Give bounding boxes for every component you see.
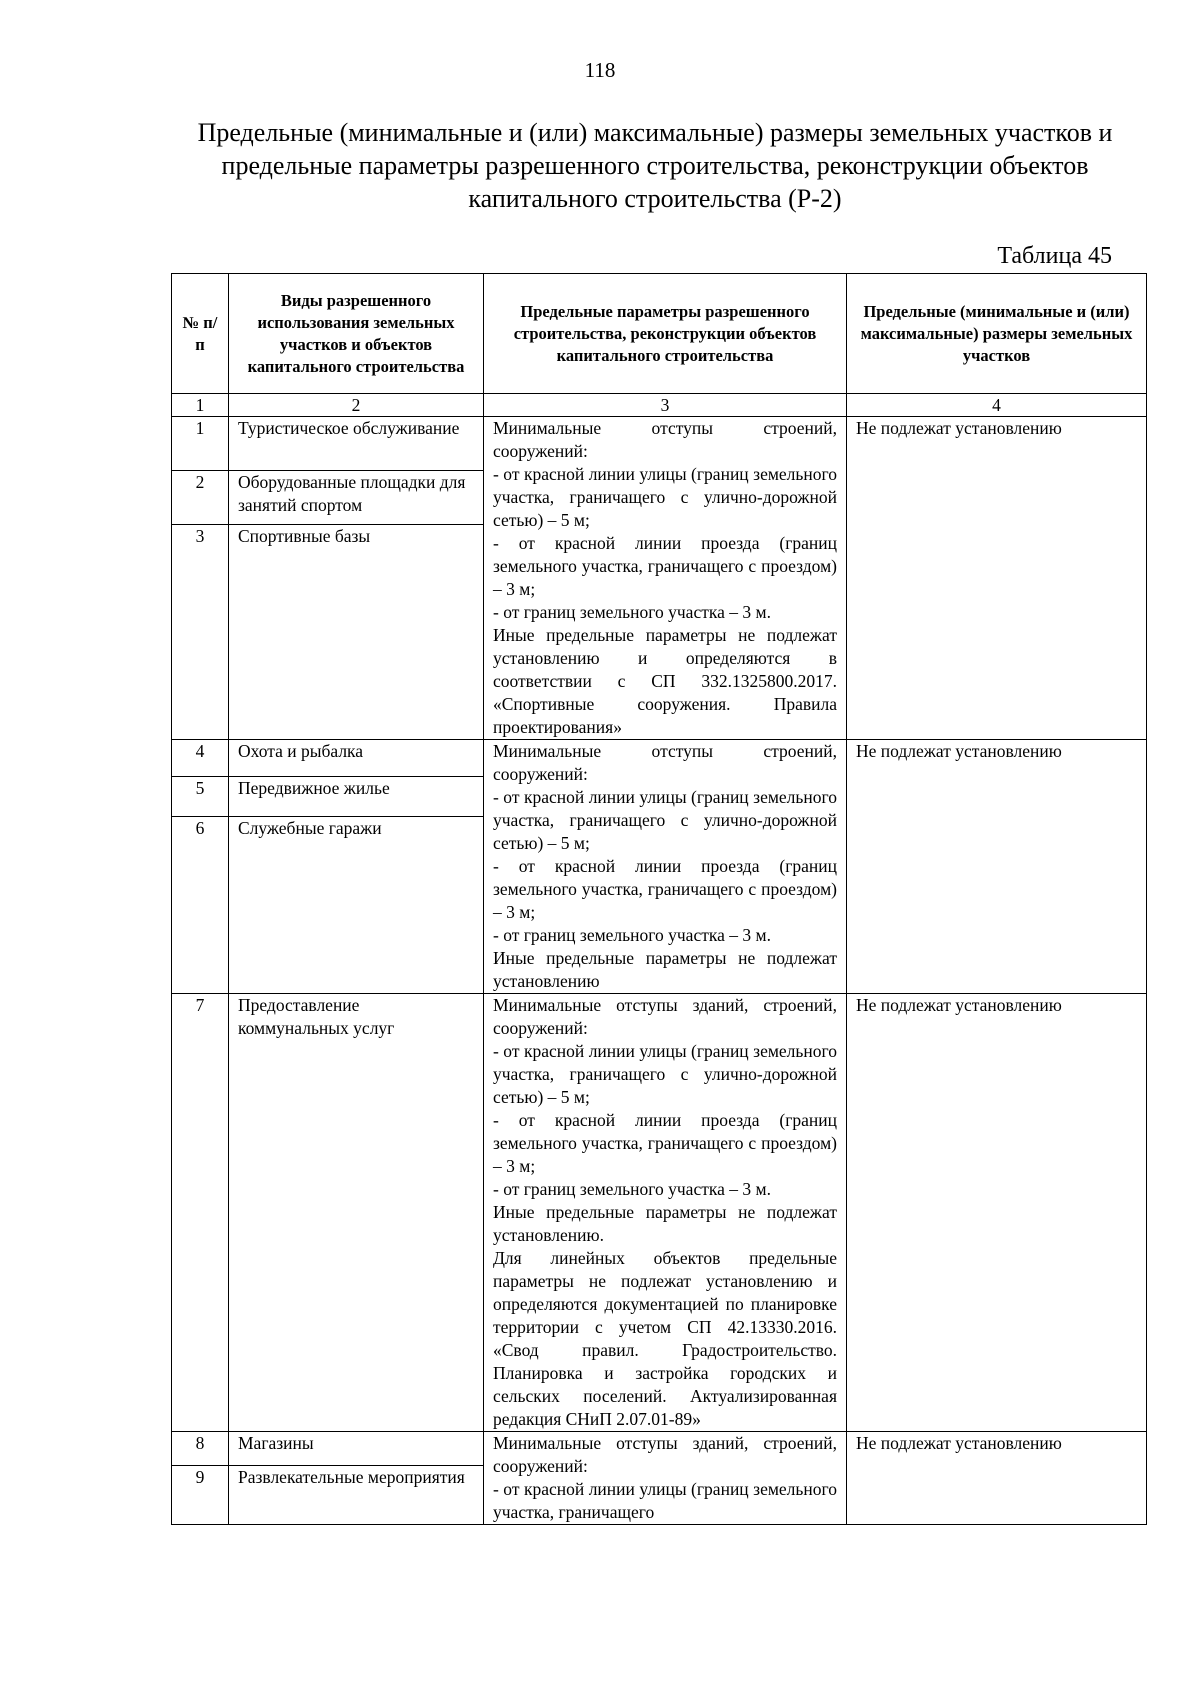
- use-type: Магазины: [229, 1432, 484, 1466]
- parameter-line: - от границ земельного участка – 3 м.: [493, 602, 771, 622]
- table-body: [172, 417, 1147, 1525]
- header-sizes: Предельные (минимальные и (или) максимальные) размеры земельных участков: [847, 274, 1147, 394]
- use-type: Передвижное жилье: [229, 776, 484, 817]
- parameter-line: - от красной линии улицы (границ земельного участка, граничащего с улично-дорожной сетью) – 5 м;: [493, 1041, 837, 1107]
- header-num: № п/п: [172, 274, 229, 394]
- table-label: Таблица 45: [997, 243, 1112, 269]
- row-number: 1: [172, 417, 229, 471]
- page-number: 118: [584, 58, 616, 82]
- plot-size-limits: Не подлежат установлению: [847, 417, 1147, 740]
- row-number: 2: [172, 470, 229, 524]
- parameter-line: Иные предельные параметры не подлежат установлению: [493, 948, 837, 991]
- document-title: Предельные (минимальные и (или) максимальные) размеры земельных участков и предельные параметры разрешенного строительства, реконструкции объектов капитального строительства (Р-2): [197, 118, 1113, 213]
- column-number: 2: [229, 394, 484, 417]
- use-type: Туристическое обслуживание: [229, 417, 484, 471]
- use-type: Охота и рыбалка: [229, 740, 484, 777]
- construction-parameters: [484, 1432, 847, 1525]
- parameter-line: - от границ земельного участка – 3 м.: [493, 925, 771, 945]
- plot-size-limits: Не подлежат установлению: [847, 740, 1147, 994]
- use-type: Развлекательные мероприятия: [229, 1465, 484, 1524]
- table-header-row: [172, 274, 1147, 394]
- parameter-line: - от красной линии улицы (границ земельного участка, граничащего: [493, 1479, 837, 1522]
- parameter-line: Минимальные отступы строений, сооружений:: [493, 418, 837, 461]
- column-number: 3: [484, 394, 847, 417]
- use-type: Служебные гаражи: [229, 817, 484, 994]
- row-number: 3: [172, 524, 229, 739]
- parameter-line: - от красной линии проезда (границ земельного участка, граничащего с проездом) – 3 м;: [493, 1110, 837, 1176]
- parameter-line: Минимальные отступы зданий, строений, сооружений:: [493, 1433, 837, 1476]
- table-row: [172, 1432, 1147, 1466]
- plot-size-limits: Не подлежат установлению: [847, 994, 1147, 1432]
- row-number: 6: [172, 817, 229, 994]
- plot-size-limits: Не подлежат установлению: [847, 1432, 1147, 1525]
- parameter-line: - от красной линии улицы (границ земельного участка, граничащего с улично-дорожной сетью) – 5 м;: [493, 464, 837, 530]
- parameter-line: Иные предельные параметры не подлежат установлению.: [493, 1202, 837, 1245]
- header-params: Предельные параметры разрешенного строительства, реконструкции объектов капитального строительства: [484, 274, 847, 394]
- table-row: [172, 994, 1147, 1432]
- row-number: 8: [172, 1432, 229, 1466]
- use-type: Оборудованные площадки для занятий спортом: [229, 470, 484, 524]
- row-number: 9: [172, 1465, 229, 1524]
- parameter-line: - от границ земельного участка – 3 м.: [493, 1179, 771, 1199]
- row-number: 4: [172, 740, 229, 777]
- header-use: Виды разрешенного использования земельных участков и объектов капитального строительства: [229, 274, 484, 394]
- construction-parameters: [484, 994, 847, 1432]
- parameter-line: Минимальные отступы строений, сооружений:: [493, 741, 837, 784]
- parameter-line: - от красной линии проезда (границ земельного участка, граничащего с проездом) – 3 м;: [493, 533, 837, 599]
- table-row: [172, 417, 1147, 471]
- parameter-line: - от красной линии улицы (границ земельного участка, граничащего с улично-дорожной сетью) – 5 м;: [493, 787, 837, 853]
- construction-parameters: [484, 417, 847, 740]
- construction-parameters: [484, 740, 847, 994]
- row-number: 5: [172, 776, 229, 817]
- row-number: 7: [172, 994, 229, 1432]
- use-type: Предоставление коммунальных услуг: [229, 994, 484, 1432]
- column-numbers-row: [172, 394, 1147, 417]
- parameter-line: Для линейных объектов предельные параметры не подлежат установлению и определяются документацией по планировке территории с учетом СП 42.13330.2016. «Свод правил. Градостроительство. Планировка и застройка городских и сельских поселений. Актуализированная редакция СНиП 2.07.01-89»: [493, 1248, 837, 1429]
- regulations-table: [171, 273, 1147, 1525]
- column-number: 1: [172, 394, 229, 417]
- parameter-line: Минимальные отступы зданий, строений, сооружений:: [493, 995, 837, 1038]
- use-type: Спортивные базы: [229, 524, 484, 739]
- parameter-line: Иные предельные параметры не подлежат установлению и определяются в соответствии с СП 332.1325800.2017. «Спортивные сооружения. Правила проектирования»: [493, 625, 837, 737]
- table-row: [172, 740, 1147, 777]
- column-number: 4: [847, 394, 1147, 417]
- parameter-line: - от красной линии проезда (границ земельного участка, граничащего с проездом) – 3 м;: [493, 856, 837, 922]
